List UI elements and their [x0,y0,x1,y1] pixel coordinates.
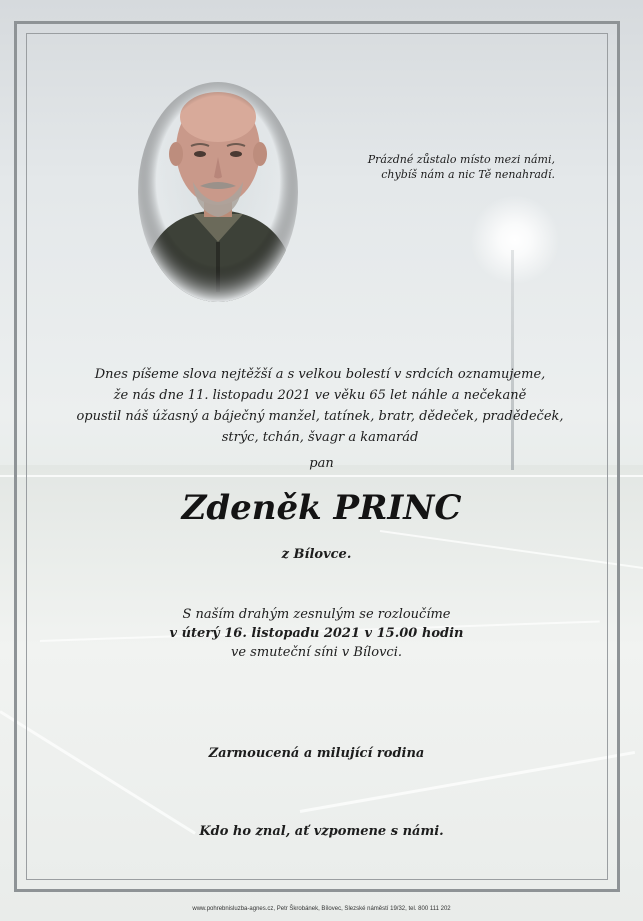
announcement-line: strýc, tchán, švagr a kamarád [221,430,419,445]
announcement-text [60,364,580,448]
portrait-photo [138,82,298,302]
motto-quote [330,152,555,182]
closing-line: Kdo ho znal, ať vzpomene s námi. [199,824,444,839]
deceased-name: Zdeněk PRINC [181,488,462,528]
announcement-line: opustil náš úžasný a báječný manžel, tatínek, bratr, dědeček, pradědeček, [76,409,564,424]
announcement-line: že nás dne 11. listopadu 2021 ve věku 65 let náhle a nečekaně [113,388,527,403]
announcement-line: Dnes píšeme slova nejtěžší a s velkou bolestí v srdcích oznamujeme, [94,367,546,382]
funeral-datetime: v úterý 16. listopadu 2021 v 15.00 hodin [169,626,464,641]
portrait-illustration [138,82,298,302]
family-signature: Zarmoucená a milující rodina [208,746,425,761]
funeral-location: ve smuteční síni v Bílovci. [231,645,402,660]
motto-line: Prázdné zůstalo místo mezi námi, [367,153,555,166]
motto-line: chybíš nám a nic Tě nenahradí. [381,168,555,181]
footer-credits: www.pohrebnisluzba-agnes.cz, Petr Škrobánek, Bílovec, Slezské náměstí 19/32, tel. 800 111 202 [192,906,451,912]
funeral-info [0,605,633,662]
salutation: pan [309,456,334,471]
deceased-origin: z Bílovce. [281,547,352,562]
funeral-line: S naším drahým zesnulým se rozloučíme [182,607,451,622]
